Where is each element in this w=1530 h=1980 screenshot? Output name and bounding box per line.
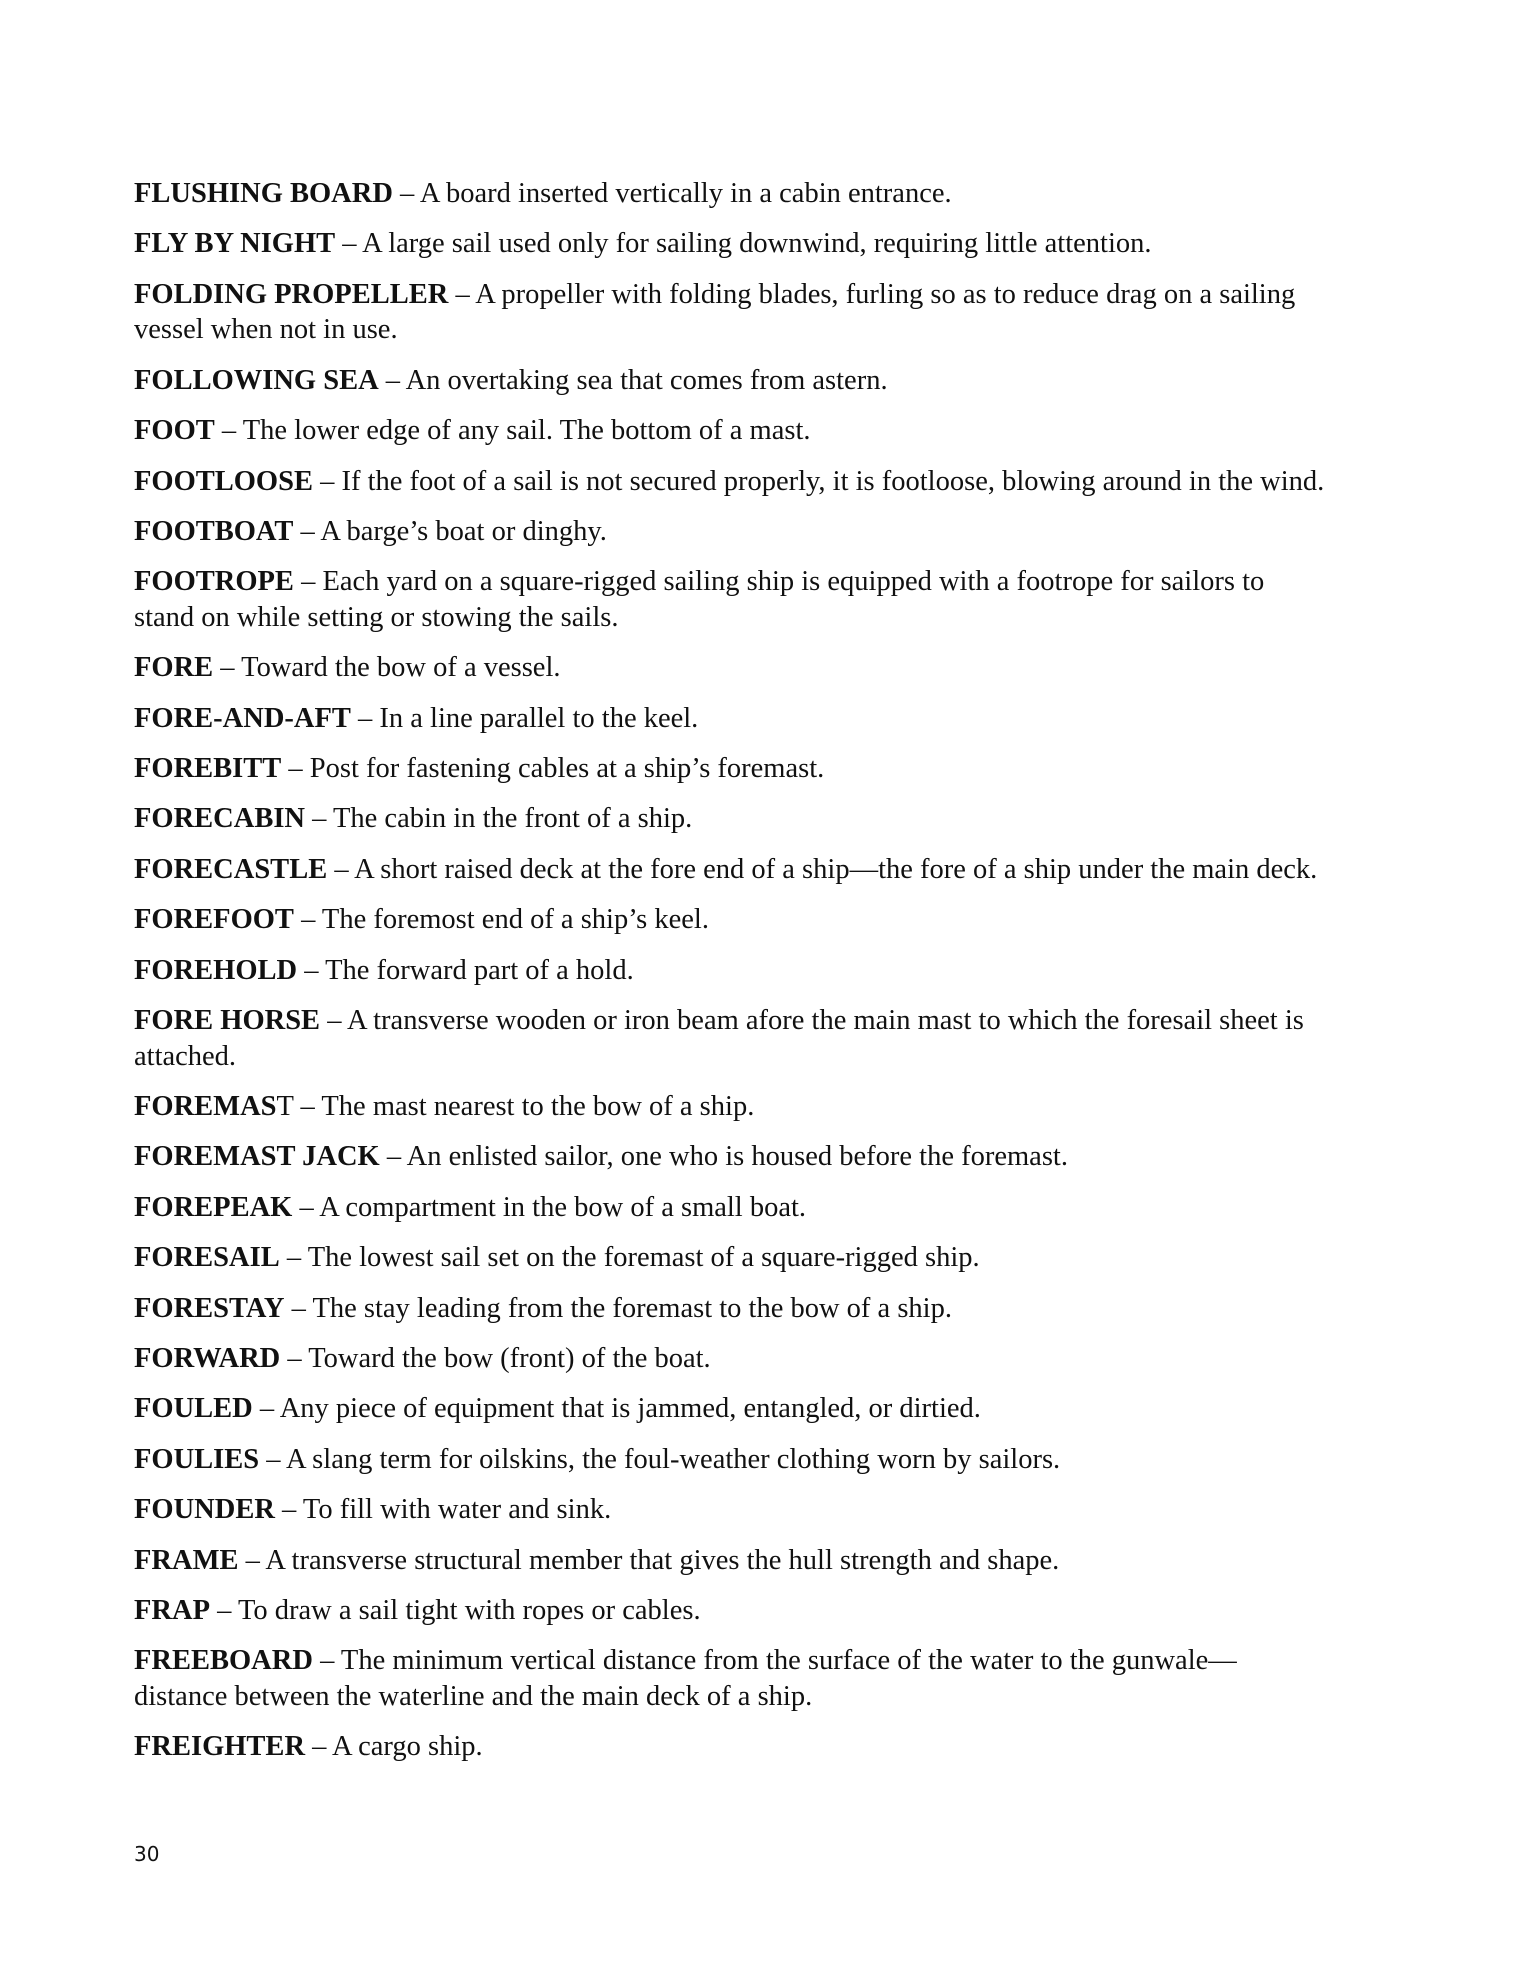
glossary-definition: – A board inserted vertically in a cabin entrance. — [392, 178, 952, 209]
entry-continuation-line — [134, 600, 1414, 636]
entry-continuation-line — [134, 1679, 1414, 1715]
glossary-entry — [134, 176, 1414, 212]
glossary-term: FOREFOOT — [134, 904, 294, 936]
glossary-entry — [134, 1593, 1414, 1629]
glossary-term: FORESAIL — [134, 1242, 280, 1274]
glossary-definition: – The stay leading from the foremast to the bow of a ship. — [284, 1292, 952, 1324]
glossary-term: FOOTLOOSE — [134, 465, 313, 497]
glossary-term: FORECASTLE — [134, 853, 328, 885]
entry-first-line — [134, 413, 1414, 449]
glossary-term: FOULED — [134, 1393, 253, 1425]
glossary-entry — [134, 1089, 1414, 1125]
glossary-definition: – The minimum vertical distance from the surface of the water to the gunwale— — [312, 1645, 1237, 1677]
entry-first-line — [134, 902, 1414, 938]
glossary-definition: – Each yard on a square-rigged sailing ship is equipped with a footrope for sailors to — [293, 566, 1265, 598]
glossary-definition: – A large sail used only for sailing downwind, requiring little attention. — [335, 228, 1152, 260]
glossary-definition: attached. — [134, 1040, 237, 1072]
entry-first-line — [134, 1593, 1414, 1629]
entry-first-line — [134, 1643, 1414, 1679]
glossary-list — [134, 176, 1414, 1780]
glossary-entry — [134, 751, 1414, 787]
glossary-entry — [134, 363, 1414, 399]
glossary-definition: – Any piece of equipment that is jammed, entangled, or dirtied. — [252, 1393, 981, 1425]
entry-first-line — [134, 277, 1414, 313]
glossary-definition: – To draw a sail tight with ropes or cables. — [209, 1594, 701, 1626]
glossary-term-tail: T — [276, 1091, 294, 1123]
glossary-term: FOREMAS — [134, 1091, 277, 1123]
glossary-definition: vessel when not in use. — [134, 314, 398, 346]
glossary-entry — [134, 1543, 1414, 1579]
entry-continuation-line — [134, 1039, 1414, 1075]
glossary-definition: – An enlisted sailor, one who is housed before the foremast. — [379, 1141, 1068, 1173]
glossary-definition: distance between the waterline and the main deck of a ship. — [134, 1680, 813, 1712]
glossary-definition: – The cabin in the front of a ship. — [305, 803, 693, 835]
glossary-entry — [134, 953, 1414, 989]
glossary-entry — [134, 564, 1414, 635]
entry-first-line — [134, 226, 1414, 262]
entry-first-line — [134, 801, 1414, 837]
glossary-term: FORWARD — [134, 1342, 281, 1374]
glossary-term: FOREPEAK — [134, 1191, 293, 1223]
glossary-entry — [134, 1341, 1414, 1377]
glossary-definition: – The foremost end of a ship’s keel. — [293, 904, 709, 936]
glossary-definition: – Post for fastening cables at a ship’s foremast. — [281, 753, 825, 785]
entry-first-line — [134, 852, 1414, 888]
glossary-entry — [134, 1003, 1414, 1074]
entry-first-line — [134, 1341, 1414, 1377]
glossary-term: FORECABIN — [134, 803, 306, 835]
entry-first-line — [134, 564, 1414, 600]
glossary-definition: – Toward the bow (front) of the boat. — [280, 1342, 711, 1374]
glossary-definition: – A compartment in the bow of a small boat. — [292, 1191, 807, 1223]
glossary-entry — [134, 413, 1414, 449]
glossary-entry — [134, 1391, 1414, 1427]
entry-first-line — [134, 1291, 1414, 1327]
entry-first-line — [134, 650, 1414, 686]
glossary-definition: – A transverse structural member that gives the hull strength and shape. — [238, 1544, 1060, 1576]
glossary-definition: – A transverse wooden or iron beam afore the main mast to which the foresail sheet is — [320, 1005, 1304, 1037]
entry-first-line — [134, 464, 1414, 500]
glossary-definition: – A short raised deck at the fore end of a ship—the fore of a ship under the main deck. — [327, 853, 1318, 885]
glossary-entry — [134, 1190, 1414, 1226]
glossary-entry — [134, 1139, 1414, 1175]
glossary-entry — [134, 226, 1414, 262]
glossary-definition: – An overtaking sea that comes from astern. — [378, 364, 888, 396]
entry-first-line — [134, 1729, 1414, 1765]
entry-first-line — [134, 1240, 1414, 1276]
glossary-term: FOOTROPE — [134, 566, 294, 598]
glossary-entry — [134, 1240, 1414, 1276]
glossary-term: FORE HORSE — [134, 1005, 321, 1037]
glossary-term: FRAP — [134, 1594, 210, 1626]
glossary-definition: – If the foot of a sail is not secured properly, it is footloose, blowing around in the wind. — [312, 465, 1325, 497]
glossary-term: FOREBITT — [134, 753, 282, 785]
glossary-entry — [134, 801, 1414, 837]
glossary-definition: – A cargo ship. — [305, 1731, 483, 1763]
glossary-entry — [134, 277, 1414, 348]
entry-first-line — [134, 514, 1414, 550]
glossary-term: FOOT — [134, 415, 215, 447]
entry-first-line — [134, 1391, 1414, 1427]
glossary-term: FOREMAST JACK — [134, 1141, 380, 1173]
glossary-definition: – The forward part of a hold. — [297, 954, 634, 986]
glossary-term: FLUSHING BOARD — [134, 178, 393, 209]
entry-first-line — [134, 176, 1414, 212]
entry-first-line — [134, 1139, 1414, 1175]
glossary-term: FORESTAY — [134, 1292, 285, 1324]
glossary-definition: – In a line parallel to the keel. — [350, 702, 699, 734]
glossary-term: FOREHOLD — [134, 954, 298, 986]
glossary-entry — [134, 1643, 1414, 1714]
glossary-term: FOLDING PROPELLER — [134, 278, 449, 310]
glossary-definition: – A barge’s boat or dinghy. — [293, 515, 607, 547]
entry-first-line — [134, 1190, 1414, 1226]
glossary-definition: – A slang term for oilskins, the foul-weather clothing worn by sailors. — [259, 1443, 1061, 1475]
glossary-entry — [134, 902, 1414, 938]
glossary-term: FREIGHTER — [134, 1731, 306, 1763]
glossary-definition: – The mast nearest to the bow of a ship. — [293, 1091, 755, 1123]
glossary-term: FOUNDER — [134, 1494, 275, 1526]
entry-first-line — [134, 953, 1414, 989]
entry-first-line — [134, 1442, 1414, 1478]
glossary-term: FLY BY NIGHT — [134, 228, 336, 260]
glossary-definition: – The lowest sail set on the foremast of a square-rigged ship. — [279, 1242, 980, 1274]
entry-first-line — [134, 751, 1414, 787]
glossary-term: FOLLOWING SEA — [134, 364, 379, 396]
glossary-definition: stand on while setting or stowing the sails. — [134, 601, 619, 633]
glossary-definition: – Toward the bow of a vessel. — [213, 652, 561, 684]
entry-continuation-line — [134, 312, 1414, 348]
glossary-entry — [134, 701, 1414, 737]
glossary-entry — [134, 852, 1414, 888]
entry-first-line — [134, 1089, 1414, 1125]
entry-first-line — [134, 1543, 1414, 1579]
glossary-term: FRAME — [134, 1544, 239, 1576]
glossary-term: FORE-AND-AFT — [134, 702, 351, 734]
entry-first-line — [134, 363, 1414, 399]
glossary-entry — [134, 650, 1414, 686]
glossary-entry — [134, 464, 1414, 500]
glossary-term: FORE — [134, 652, 214, 684]
glossary-definition: – The lower edge of any sail. The bottom of a mast. — [214, 415, 811, 447]
entry-first-line — [134, 701, 1414, 737]
glossary-term: FOULIES — [134, 1443, 260, 1475]
glossary-term: FREEBOARD — [134, 1645, 313, 1677]
glossary-entry — [134, 514, 1414, 550]
glossary-term: FOOTBOAT — [134, 515, 294, 547]
glossary-entry — [134, 1442, 1414, 1478]
page-number: 30 — [134, 1842, 160, 1866]
glossary-definition: – To fill with water and sink. — [274, 1494, 612, 1526]
entry-first-line — [134, 1003, 1414, 1039]
entry-first-line — [134, 1492, 1414, 1528]
glossary-entry — [134, 1291, 1414, 1327]
glossary-definition: – A propeller with folding blades, furling so as to reduce drag on a sailing — [448, 278, 1296, 310]
glossary-entry — [134, 1492, 1414, 1528]
glossary-entry — [134, 1729, 1414, 1765]
